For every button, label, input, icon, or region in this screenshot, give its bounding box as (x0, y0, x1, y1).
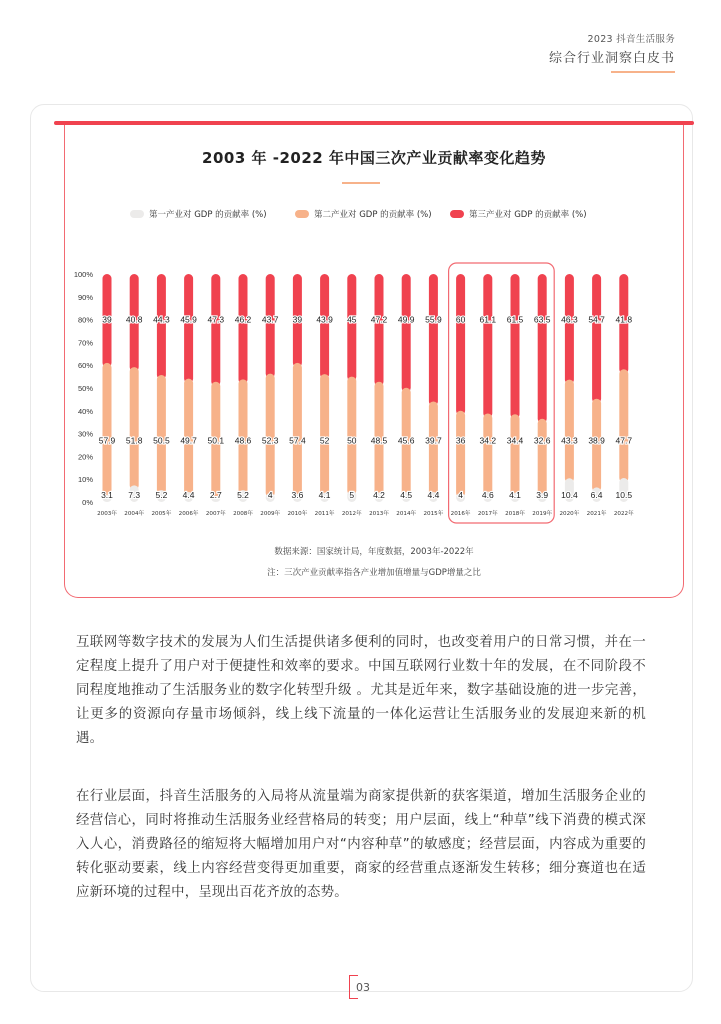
data-label-secondary: 52 (319, 435, 330, 446)
data-label-secondary: 57.4 (289, 435, 306, 446)
data-label-tertiary: 60 (455, 314, 466, 325)
bar-segment-tertiary (511, 274, 520, 419)
data-label-tertiary: 47.2 (370, 314, 388, 325)
data-label-secondary: 38.9 (588, 435, 605, 446)
x-tick-label: 2007年 (205, 511, 226, 517)
data-label-primary: 7.3 (128, 490, 141, 501)
x-tick-label: 2008年 (233, 511, 253, 517)
x-tick-label: 2021年 (586, 511, 607, 517)
x-tick-label: 2003年 (97, 511, 117, 517)
data-label-primary: 4 (267, 490, 273, 501)
y-tick-label: 70% (77, 338, 93, 348)
bar-segment-tertiary (456, 274, 465, 415)
data-label-secondary: 43.3 (561, 435, 578, 446)
data-label-secondary: 36 (455, 435, 466, 446)
header-accent-line (611, 71, 675, 73)
data-label-tertiary: 55.9 (425, 314, 442, 325)
x-tick-label: 2013年 (369, 511, 389, 517)
data-label-primary: 5.2 (237, 490, 249, 501)
data-label-primary: 10.4 (561, 490, 578, 501)
data-label-tertiary: 44.3 (153, 314, 170, 325)
y-tick-label: 0% (82, 498, 93, 507)
bar-segment-secondary (483, 413, 492, 496)
data-label-tertiary: 46.2 (234, 314, 252, 325)
data-label-secondary: 34.4 (506, 435, 524, 446)
y-tick-label: 30% (77, 429, 93, 439)
legend-swatch-secondary (295, 210, 309, 218)
x-tick-label: 2010年 (287, 511, 308, 517)
x-tick-label: 2019年 (532, 511, 553, 517)
data-label-secondary: 34.2 (479, 435, 497, 446)
y-tick-label: 100% (73, 270, 93, 279)
bar-segment-tertiary (157, 274, 166, 380)
chart-source: 数据来源：国家统计局，年度数据，2003年-2022年 (274, 547, 474, 557)
data-label-primary: 4.1 (318, 490, 331, 501)
bar-segment-tertiary (592, 274, 601, 403)
header-title: 综合行业洞察白皮书 (548, 51, 675, 66)
data-label-secondary: 48.5 (370, 435, 388, 446)
bar-segment-secondary (291, 363, 304, 501)
data-label-secondary: 32.6 (533, 435, 551, 446)
bar-segment-tertiary (429, 274, 438, 406)
chart-title: 2003 年 -2022 年中国三次产业贡献率变化趋势 (202, 149, 546, 167)
x-tick-label: 2011年 (314, 511, 335, 517)
data-label-primary: 4.2 (373, 490, 385, 501)
data-label-primary: 2.7 (209, 490, 222, 501)
data-label-tertiary: 39 (292, 314, 303, 325)
y-tick-label: 10% (77, 475, 93, 485)
y-tick-label: 90% (77, 292, 93, 302)
x-tick-label: 2004年 (124, 511, 145, 517)
bar-segment-tertiary (320, 274, 329, 379)
data-label-secondary: 48.6 (234, 435, 252, 446)
data-label-primary: 4.6 (481, 490, 494, 501)
chart-legend (130, 208, 650, 222)
bar-segment-secondary (103, 363, 112, 500)
x-tick-label: 2018年 (505, 511, 525, 517)
data-label-tertiary: 61.5 (506, 314, 524, 325)
x-tick-label: 2015年 (423, 511, 444, 517)
y-tick-label: 50% (77, 384, 93, 393)
x-tick-label: 2009年 (260, 511, 281, 517)
bar-segment-secondary (456, 411, 465, 501)
data-label-primary: 5 (349, 490, 355, 501)
body-paragraph-2: 在行业层面，抖音生活服务的入局将从流量端为商家提供新的获客渠道，增加生活服务企业的经营信心，同时将推动生活服务业经营格局的转变；用户层面，线上“种草”线下消费的模式深入人心，消费路径的缩短将大幅增加用户对“内容种草”的敏感度；经营层面，内容成为重要的转化驱动要素，线上内容经营变得更加重要，商家的经营重点逐渐发生转移；细分赛道也在适应新环境的过程中，呈现出百花齐放的态势。 (76, 789, 646, 900)
data-label-secondary: 39.7 (425, 435, 442, 446)
data-label-tertiary: 54.7 (588, 314, 605, 325)
bar-segment-secondary (511, 414, 520, 497)
x-tick-label: 2014年 (396, 511, 417, 517)
data-label-tertiary: 39 (102, 314, 112, 325)
data-label-primary: 4.5 (400, 490, 413, 501)
bar-segment-secondary (429, 401, 438, 496)
data-label-secondary: 47.7 (615, 435, 633, 446)
bar-segment-tertiary (565, 274, 574, 384)
legend-label-tertiary: 第三产业对 GDP 的贡献率 (%) (469, 210, 587, 220)
chart-note: 注：三次产业贡献率指各产业增加值增量与GDP增量之比 (267, 568, 481, 578)
data-label-primary: 3.9 (536, 490, 549, 501)
data-label-primary: 4 (458, 490, 463, 501)
bar-segment-secondary (536, 419, 549, 501)
bar-segment-tertiary (211, 274, 220, 386)
data-label-tertiary: 49.9 (397, 314, 415, 325)
legend-label-secondary: 第二产业对 GDP 的贡献率 (%) (314, 210, 432, 220)
legend-swatch-tertiary (450, 210, 464, 218)
data-label-primary: 3.6 (291, 490, 304, 501)
bar-segment-tertiary (266, 274, 275, 378)
bar-segment-tertiary (483, 274, 492, 418)
stacked-bar-chart (64, 262, 684, 527)
data-label-tertiary: 43.7 (261, 314, 279, 325)
data-label-secondary: 51.8 (125, 435, 143, 446)
y-tick-label: 20% (77, 452, 93, 462)
data-label-secondary: 52.3 (261, 435, 279, 446)
bar-segment-secondary (565, 380, 574, 483)
x-tick-label: 2006年 (178, 511, 199, 517)
data-label-primary: 4.1 (509, 490, 521, 501)
data-label-primary: 3.1 (101, 490, 113, 501)
y-tick-label: 40% (77, 406, 93, 416)
bar-segment-tertiary (347, 274, 356, 381)
data-label-primary: 5.2 (155, 490, 168, 501)
data-label-primary: 4.4 (427, 490, 440, 501)
data-label-secondary: 57.9 (98, 435, 116, 446)
data-label-tertiary: 40.8 (125, 314, 143, 325)
data-label-tertiary: 41.8 (615, 314, 633, 325)
title-underline (342, 182, 380, 184)
legend-swatch-primary (130, 210, 144, 218)
legend-item-primary (130, 208, 267, 220)
bar-segment-tertiary (402, 274, 411, 392)
x-tick-label: 2020年 (559, 511, 580, 517)
data-label-primary: 6.4 (590, 490, 603, 501)
bar-segment-tertiary (538, 274, 547, 423)
legend-item-secondary (295, 208, 432, 220)
bar-segment-secondary (619, 369, 628, 482)
data-label-secondary: 50.5 (153, 435, 170, 446)
header-subtitle: 2023 抖音生活服务 (587, 34, 675, 45)
data-label-tertiary: 47.3 (207, 314, 225, 325)
data-label-secondary: 49.7 (180, 435, 197, 446)
x-tick-label: 2022年 (613, 511, 634, 517)
x-tick-label: 2012年 (341, 511, 362, 517)
page-number: 03 (356, 981, 370, 994)
bar-segment-tertiary (375, 274, 384, 386)
data-label-primary: 10.5 (615, 490, 633, 501)
data-label-secondary: 50 (347, 435, 357, 446)
bar-segment-secondary (130, 367, 139, 490)
data-label-tertiary: 45.9 (180, 314, 197, 325)
data-label-tertiary: 45 (347, 314, 357, 325)
x-tick-label: 2017年 (477, 511, 498, 517)
y-tick-label: 80% (77, 315, 93, 325)
bar-segment-tertiary (239, 274, 248, 384)
data-label-tertiary: 61.1 (479, 314, 497, 325)
legend-item-tertiary (450, 208, 587, 220)
data-label-secondary: 45.6 (397, 435, 415, 446)
body-paragraph-1: 互联网等数字技术的发展为人们生活提供诸多便利的同时，也改变着用户的日常习惯，并在一定程度上提升了用户对于便捷性和效率的要求。中国互联网行业数十年的发展，在不同阶段不同程度地推动了生活服务业的数字化转型升级 。尤其是近年来，数字基础设施的进一步完善，让更多的资源向存量市场倾斜，线上线下流量的一体化运营让生活服务业的发展迎来新的机遇。 (76, 635, 646, 746)
x-tick-label: 2005年 (151, 511, 172, 517)
data-label-tertiary: 43.9 (316, 314, 333, 325)
chart-top-bar (54, 121, 694, 125)
data-label-tertiary: 46.3 (561, 314, 578, 325)
x-tick-label: 2016年 (450, 511, 471, 517)
y-tick-label: 60% (77, 361, 93, 371)
bar-segment-tertiary (184, 274, 193, 383)
data-label-primary: 4.4 (182, 490, 195, 501)
data-label-secondary: 50.1 (207, 435, 225, 446)
data-label-tertiary: 63.5 (533, 314, 551, 325)
legend-label-primary: 第一产业对 GDP 的贡献率 (%) (149, 210, 267, 220)
